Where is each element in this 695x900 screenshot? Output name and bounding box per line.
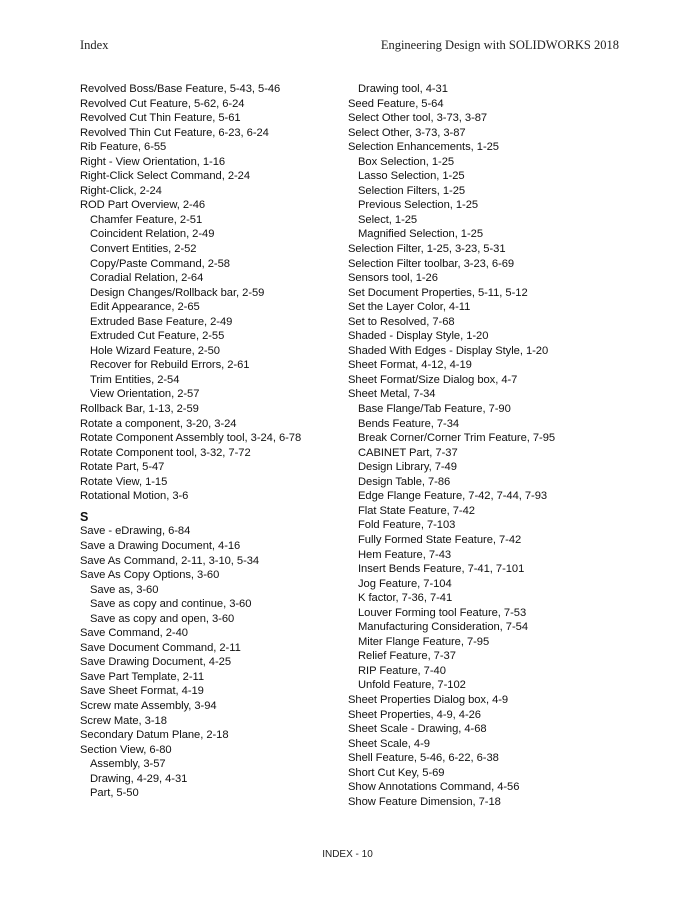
index-entry: Rotate Component Assembly tool, 3-24, 6-78 — [80, 432, 302, 445]
page-number: INDEX - 10 — [322, 849, 373, 860]
index-subentry: Save as copy and continue, 3-60 — [90, 598, 252, 611]
index-subentry: Edit Appearance, 2-65 — [90, 301, 200, 314]
index-entry: Set Document Properties, 5-11, 5-12 — [348, 286, 528, 299]
index-subentry: RIP Feature, 7-40 — [358, 664, 446, 677]
index-entry: Seed Feature, 5-64 — [348, 97, 444, 110]
index-subentry: Break Corner/Corner Trim Feature, 7-95 — [358, 432, 556, 445]
index-subentry: Edge Flange Feature, 7-42, 7-44, 7-93 — [358, 490, 548, 503]
index-entry: Sheet Format/Size Dialog box, 4-7 — [348, 373, 518, 386]
index-entry: Revolved Cut Feature, 5-62, 6-24 — [80, 97, 245, 110]
index-entry: Right - View Orientation, 1-16 — [80, 155, 226, 168]
index-subentry: Hem Feature, 7-43 — [358, 548, 452, 561]
index-subentry: Part, 5-50 — [90, 787, 139, 800]
index-subentry: Miter Flange Feature, 7-95 — [358, 635, 490, 648]
index-subentry: Bends Feature, 7-34 — [358, 417, 460, 430]
index-subentry: Chamfer Feature, 2-51 — [90, 213, 203, 226]
index-entry: Short Cut Key, 5-69 — [348, 766, 445, 779]
index-subentry: Coincident Relation, 2-49 — [90, 228, 215, 241]
index-entry: Sensors tool, 1-26 — [348, 272, 438, 285]
index-entry: Revolved Thin Cut Feature, 6-23, 6-24 — [80, 126, 269, 139]
index-subentry: Box Selection, 1-25 — [358, 155, 455, 168]
index-subentry: Select, 1-25 — [358, 213, 418, 226]
index-subentry: Design Table, 7-86 — [358, 475, 451, 488]
index-subentry: Coradial Relation, 2-64 — [90, 272, 204, 285]
index-subentry: Trim Entities, 2-54 — [90, 373, 180, 386]
index-subentry: Jog Feature, 7-104 — [358, 577, 452, 590]
index-subentry: Save as copy and open, 3-60 — [90, 612, 235, 625]
index-subentry: Magnified Selection, 1-25 — [358, 228, 483, 241]
index-entry: Set the Layer Color, 4-11 — [348, 301, 471, 314]
index-entry: Sheet Properties Dialog box, 4-9 — [348, 693, 509, 706]
index-subentry: Fold Feature, 7-103 — [358, 519, 456, 532]
index-entry: Show Annotations Command, 4-56 — [348, 781, 520, 794]
index-entry: Screw Mate, 3-18 — [80, 714, 167, 727]
index-subentry: Selection Filters, 1-25 — [358, 184, 466, 197]
index-subentry: Fully Formed State Feature, 7-42 — [358, 533, 522, 546]
index-subentry: Drawing tool, 4-31 — [358, 83, 448, 95]
index-entry: Right-Click Select Command, 2-24 — [80, 170, 251, 183]
index-subentry: Extruded Base Feature, 2-49 — [90, 315, 233, 328]
index-subentry: Base Flange/Tab Feature, 7-90 — [358, 403, 511, 416]
index-entry: Sheet Metal, 7-34 — [348, 388, 436, 401]
index-entry: Save Document Command, 2-11 — [80, 641, 241, 654]
index-entry: Save - eDrawing, 6-84 — [80, 525, 191, 538]
index-entry: Revolved Boss/Base Feature, 5-43, 5-46 — [80, 83, 281, 95]
index-column-right — [348, 82, 638, 809]
index-entry: Sheet Format, 4-12, 4-19 — [348, 359, 472, 372]
index-entry: Rotate View, 1-15 — [80, 475, 168, 488]
index-entry: Save As Command, 2-11, 3-10, 5-34 — [80, 554, 260, 567]
index-entry: Rotate a component, 3-20, 3-24 — [80, 417, 237, 430]
index-entry: Sheet Properties, 4-9, 4-26 — [348, 708, 481, 721]
index-letter-heading: S — [80, 509, 89, 524]
index-entry: Set to Resolved, 7-68 — [348, 315, 455, 328]
index-entry: Selection Filter, 1-25, 3-23, 5-31 — [348, 243, 506, 256]
index-subentry: Flat State Feature, 7-42 — [358, 504, 475, 517]
index-entry: Selection Enhancements, 1-25 — [348, 141, 499, 154]
index-subentry: Extruded Cut Feature, 2-55 — [90, 330, 225, 343]
index-entry: Rollback Bar, 1-13, 2-59 — [80, 403, 199, 416]
index-subentry: Copy/Paste Command, 2-58 — [90, 257, 230, 270]
index-entry: Shell Feature, 5-46, 6-22, 6-38 — [348, 752, 499, 765]
index-subentry: CABINET Part, 7-37 — [358, 446, 458, 459]
index-subentry: Louver Forming tool Feature, 7-53 — [358, 606, 527, 619]
index-entry: Save As Copy Options, 3-60 — [80, 569, 220, 582]
index-entry: Rib Feature, 6-55 — [80, 141, 167, 154]
index-entry: Select Other tool, 3-73, 3-87 — [348, 112, 488, 125]
index-column-left — [80, 82, 335, 801]
index-entry: Screw mate Assembly, 3-94 — [80, 699, 217, 712]
index-entry: Save Drawing Document, 4-25 — [80, 656, 231, 669]
index-subentry: Hole Wizard Feature, 2-50 — [90, 344, 220, 357]
index-entry: Section View, 6-80 — [80, 743, 172, 756]
index-entry: Select Other, 3-73, 3-87 — [348, 126, 466, 139]
index-subentry: View Orientation, 2-57 — [90, 388, 200, 401]
index-entry: Rotate Part, 5-47 — [80, 461, 165, 474]
index-entry: ROD Part Overview, 2-46 — [80, 199, 206, 212]
index-subentry: Design Library, 7-49 — [358, 461, 457, 474]
index-entry: Selection Filter toolbar, 3-23, 6-69 — [348, 257, 515, 270]
index-subentry: Assembly, 3-57 — [90, 758, 166, 771]
index-subentry: Drawing, 4-29, 4-31 — [90, 772, 188, 785]
index-subentry: Relief Feature, 7-37 — [358, 650, 456, 663]
index-subentry: Unfold Feature, 7-102 — [358, 679, 466, 692]
index-entry: Show Feature Dimension, 7-18 — [348, 795, 501, 808]
index-subentry: Save as, 3-60 — [90, 583, 159, 596]
index-entry: Save a Drawing Document, 4-16 — [80, 539, 241, 552]
index-entry: Shaded - Display Style, 1-20 — [348, 330, 489, 343]
index-subentry: Manufacturing Consideration, 7-54 — [358, 621, 528, 634]
running-header-left: Index — [80, 38, 109, 52]
index-entry: Sheet Scale - Drawing, 4-68 — [348, 723, 487, 736]
running-header-right: Engineering Design with SOLIDWORKS 2018 — [380, 38, 619, 52]
index-entry: Secondary Datum Plane, 2-18 — [80, 729, 229, 742]
index-entry: Save Part Template, 2-11 — [80, 670, 205, 683]
index-entry: Rotate Component tool, 3-32, 7-72 — [80, 446, 251, 459]
index-entry: Right-Click, 2-24 — [80, 184, 162, 197]
index-subentry: Insert Bends Feature, 7-41, 7-101 — [358, 563, 525, 576]
index-subentry: Convert Entities, 2-52 — [90, 243, 197, 256]
index-subentry: Lasso Selection, 1-25 — [358, 170, 465, 183]
index-subentry: Previous Selection, 1-25 — [358, 199, 479, 212]
index-subentry: Recover for Rebuild Errors, 2-61 — [90, 359, 250, 372]
index-entry: Save Sheet Format, 4-19 — [80, 685, 204, 698]
index-entry: Shaded With Edges - Display Style, 1-20 — [348, 344, 549, 357]
index-entry: Rotational Motion, 3-6 — [80, 490, 189, 503]
index-entry: Revolved Cut Thin Feature, 5-61 — [80, 112, 241, 125]
index-subentry: K factor, 7-36, 7-41 — [358, 592, 453, 605]
index-entry: Sheet Scale, 4-9 — [348, 737, 430, 750]
index-subentry: Design Changes/Rollback bar, 2-59 — [90, 286, 265, 299]
index-entry: Save Command, 2-40 — [80, 627, 188, 640]
